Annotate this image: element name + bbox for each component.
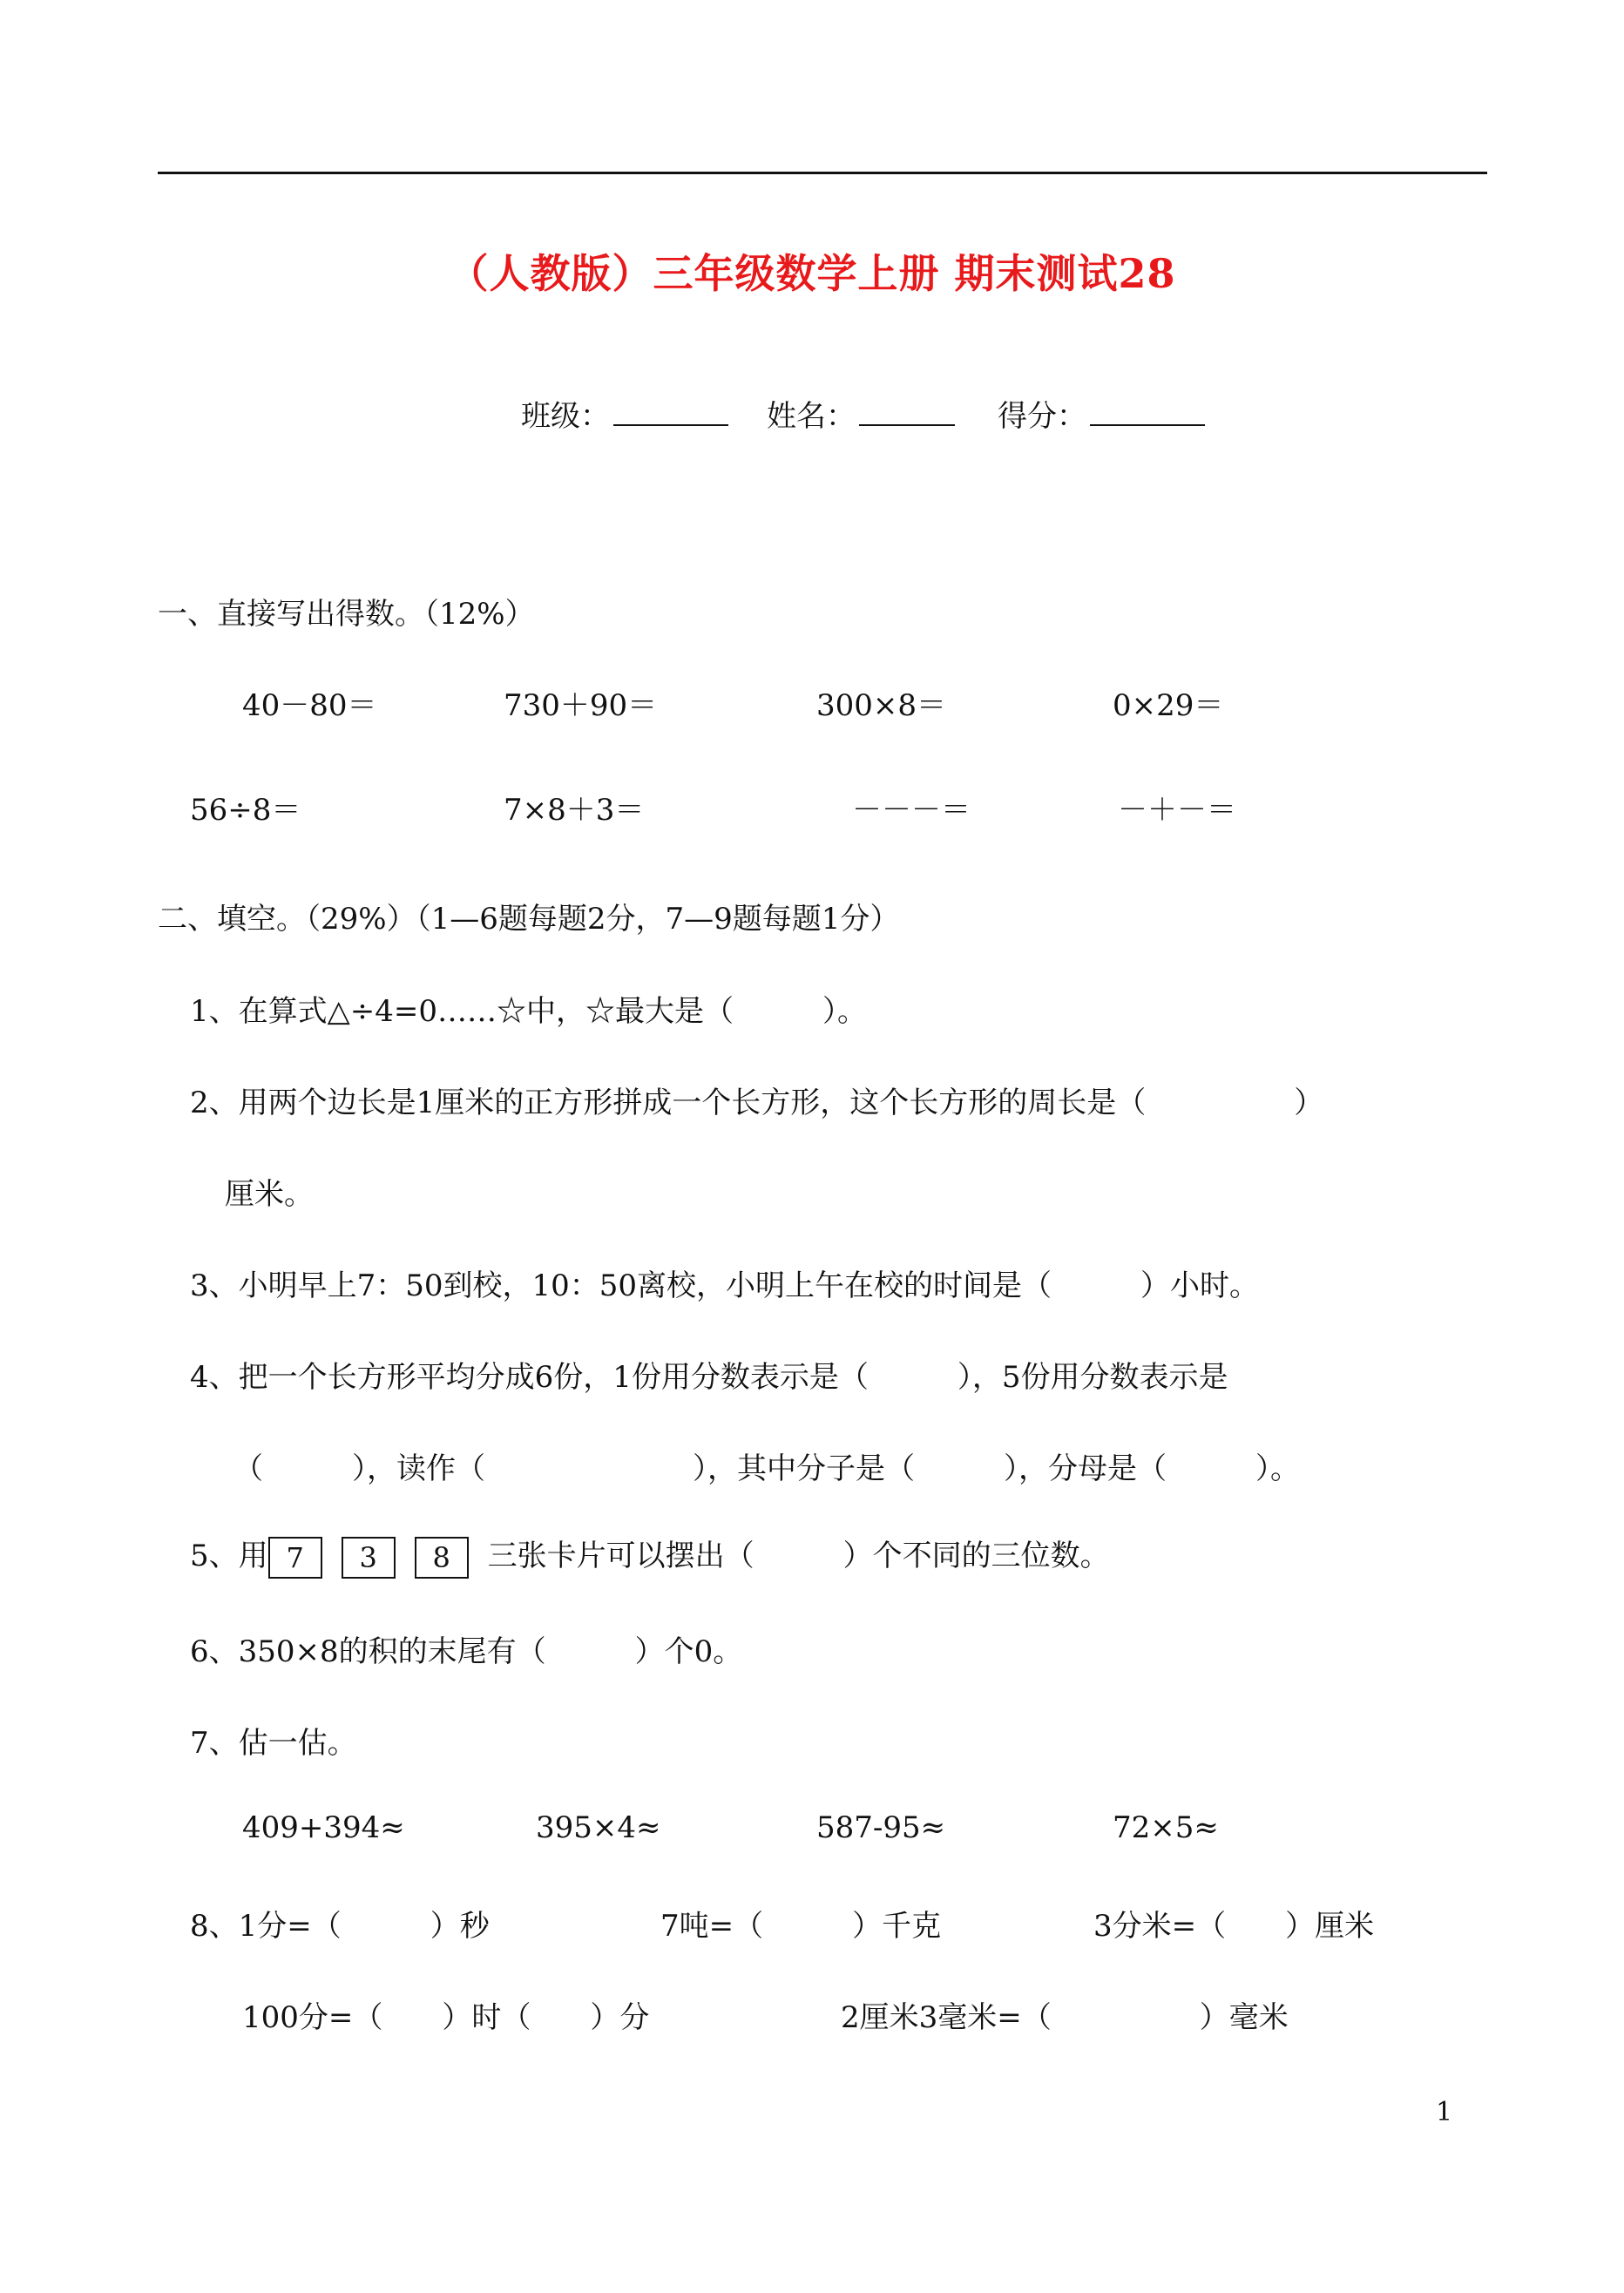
calc-item: 7×8＋3＝	[504, 793, 645, 828]
question-1: 1、在算式△÷4=0……☆中，☆最大是（ ）。	[190, 994, 868, 1029]
number-card: 8	[415, 1537, 469, 1579]
name-blank[interactable]	[859, 424, 955, 426]
section2-heading: 二、填空。（29%）（1—6题每题2分，7—9题每题1分）	[158, 902, 900, 937]
question-5-suffix: 三张卡片可以摆出（ ）个不同的三位数。	[487, 1539, 1110, 1573]
calc-item: －－－＝	[852, 793, 971, 828]
question-6: 6、350×8的积的末尾有（ ）个0。	[190, 1634, 743, 1669]
conversion-item: 7吨=（ ）千克	[660, 1909, 942, 1944]
score-field	[998, 392, 1205, 435]
calc-item: 40－80＝	[242, 688, 377, 723]
estimate-item: 72×5≈	[1113, 1810, 1219, 1845]
question-7: 7、估一估。	[190, 1726, 357, 1761]
name-label: 姓名：	[767, 399, 856, 434]
section1-heading: 一、直接写出得数。（12%）	[158, 597, 535, 632]
number-card: 3	[342, 1537, 396, 1579]
conversion-item: 2厘米3毫米=（ ）毫米	[841, 2000, 1289, 2035]
score-label: 得分：	[998, 399, 1086, 434]
question-5-prefix: 5、用	[190, 1539, 268, 1573]
header-rule	[158, 172, 1487, 174]
estimate-item: 587-95≈	[816, 1810, 946, 1845]
conversion-item: 3分米=（ ）厘米	[1093, 1909, 1375, 1944]
conversion-item: 8、1分=（ ）秒	[190, 1909, 490, 1944]
conversion-item: 100分=（ ）时（ ）分	[242, 2000, 650, 2035]
question-3: 3、小明早上7：50到校，10：50离校，小明上午在校的时间是（ ）小时。	[190, 1268, 1260, 1303]
class-blank[interactable]	[613, 424, 728, 426]
class-field	[521, 392, 728, 435]
calc-item: 730＋90＝	[504, 688, 658, 723]
estimate-item: 409+394≈	[242, 1810, 405, 1845]
number-card: 7	[268, 1537, 322, 1579]
calc-item: －＋－＝	[1118, 793, 1236, 828]
score-blank[interactable]	[1090, 424, 1205, 426]
page-number: 1	[1436, 2097, 1453, 2127]
question-2-line2: 厘米。	[225, 1177, 314, 1212]
question-2-line1: 2、用两个边长是1厘米的正方形拼成一个长方形，这个长方形的周长是（ ）	[190, 1086, 1324, 1120]
question-5	[190, 1532, 1110, 1579]
calc-item: 0×29＝	[1113, 688, 1224, 723]
name-field	[767, 392, 955, 435]
calc-item: 56÷8＝	[190, 793, 301, 828]
page-title: （人教版）三年级数学上册 期末测试28	[448, 250, 1176, 297]
class-label: 班级：	[521, 399, 610, 434]
question-4-line1: 4、把一个长方形平均分成6份，1份用分数表示是（ ），5份用分数表示是	[190, 1360, 1228, 1395]
question-4-line2: （ ），读作（ ），其中分子是（ ），分母是（ ）。	[233, 1451, 1300, 1486]
calc-item: 300×8＝	[816, 688, 947, 723]
estimate-item: 395×4≈	[536, 1810, 661, 1845]
